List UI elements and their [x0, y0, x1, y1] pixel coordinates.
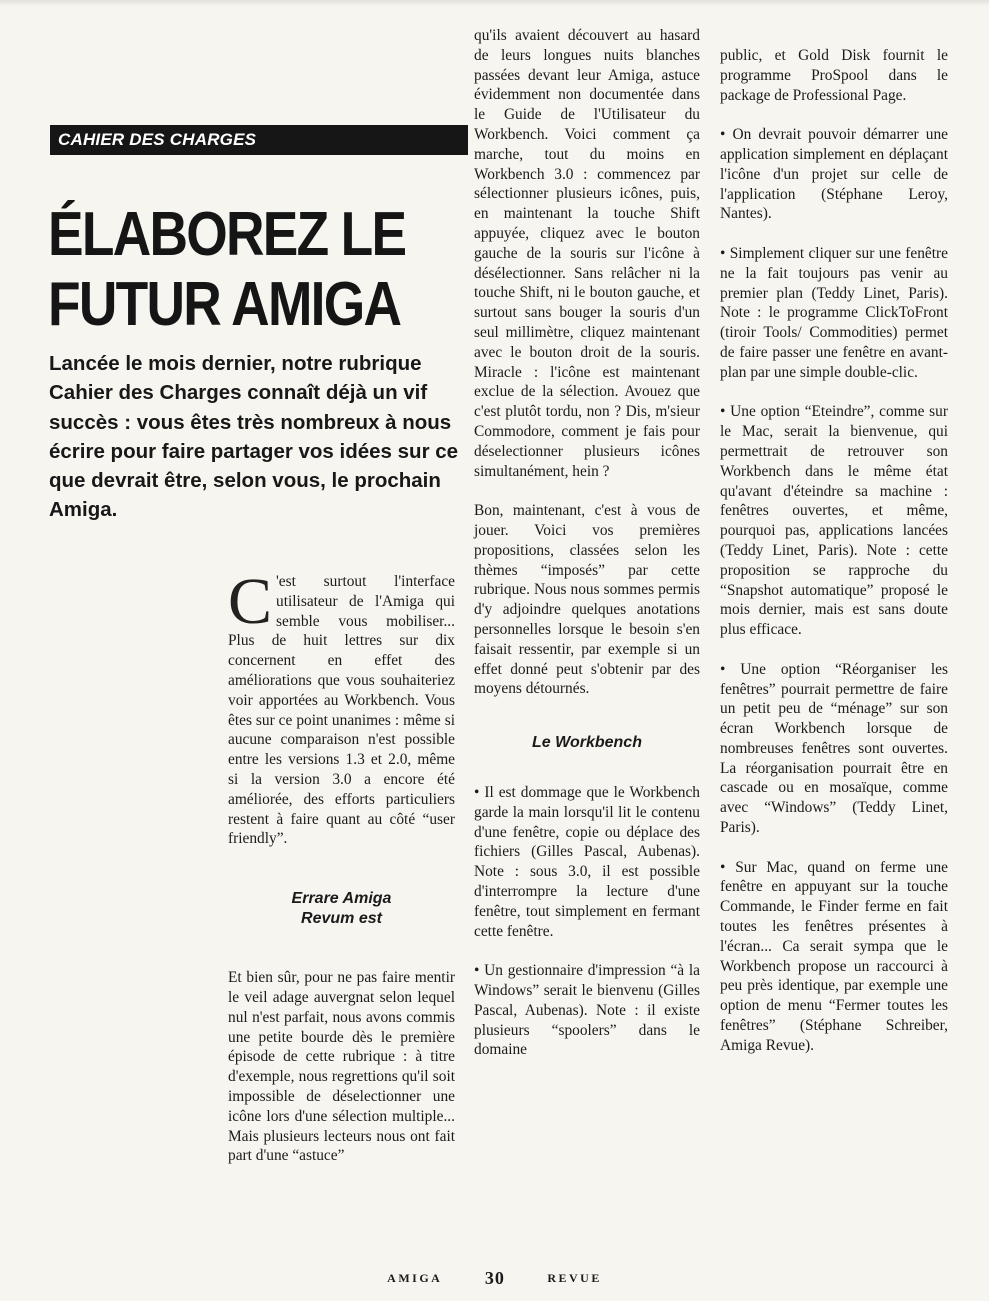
- subheading-errare: [228, 889, 455, 929]
- text-column-2: [474, 26, 700, 1080]
- title-line-1: ÉLABOREZ LE: [48, 200, 406, 269]
- subheading-workbench: Le Workbench: [532, 734, 642, 752]
- paragraph: • Un gestionnaire d'impression “à la Windows” serait le bienvenu (Gilles Pascal, Aubenas). Note : il existe plusieurs “spoolers” dans le domaine: [474, 962, 700, 1059]
- paragraph: • Une option “Réorganiser les fenêtres” pourrait permettre de faire un petit peu de “ménage” sur son écran Workbench lorsque de nombreuses fenêtres sont ouvertes. La réorganisation pourrait être en cascade ou en mosaïque, comme avec “Windows” (Teddy Linet, Paris).: [720, 660, 948, 837]
- paragraph: • Sur Mac, quand on ferme une fenêtre en appuyant sur la touche Commande, le Finder ferme en fait toutes les fenêtres présentes à l'écran... Ca serait sympa que le Workbench propose un raccourci à peu près identique, par exemple une option de menu “Fermer toutes les fenêtres” (Stéphane Schreiber, Amiga Revue).: [720, 858, 948, 1054]
- article-title: [48, 200, 418, 340]
- paragraph: • On devrait pouvoir démarrer une application simplement en déplaçant l'icône d'un projet sur celle de l'application (Stéphane Leroy, Nantes).: [720, 126, 948, 223]
- subheading-line-1: Errare Amiga: [291, 890, 392, 908]
- intro-paragraph: [228, 565, 455, 849]
- scan-edge: [0, 0, 989, 6]
- paragraph: • Il est dommage que le Workbench garde la main lorsqu'il lit le contenu d'une fenêtre, copie ou déplace des fichiers (Gilles Pascal, Aubenas). Note : sous 3.0, il est possible d'interrompre la lecture d'une fenêtre, tout simplement en fermant cette fenêtre.: [474, 784, 700, 940]
- page-number: 30: [484, 1268, 505, 1288]
- section-banner: CAHIER DES CHARGES: [50, 125, 468, 155]
- paragraph: Bon, maintenant, c'est à vous de jouer. Voici vos premières propositions, classées selon les thèmes “imposés” par cette rubrique. Nous nous sommes permis d'y adjoindre quelques anotations personnelles lorsque le besoin s'en faisait ressentir, par exemple si un effet donné peut s'obtenir par des moyens détournés.: [474, 502, 700, 698]
- article-lead: Lancée le mois dernier, notre rubrique Cahier des Charges connaît déjà un vif succès : vous êtes très nombreux à nous écrire pour faire partager vos idées sur ce que devrait être, selon vous, le prochain Amiga.: [49, 352, 459, 522]
- footer-magazine-right: REVUE: [547, 1271, 602, 1285]
- drop-cap: C: [228, 565, 273, 638]
- text-column-1: [228, 565, 455, 1186]
- paragraph: qu'ils avaient découvert au hasard de leurs longues nuits blanches passées devant leur Amiga, astuce évidemment non documentée dans le Guide de l'Utilisateur du Workbench. Voici comment ça marche, tout du moins en Workbench 3.0 : commencez par sélectionner plusieurs icônes, puis, en maintenant la touche Shift appuyée, cliquez avec le bouton gauche de la souris sur l'icône à désélectionner. Sans relâcher ni la touche Shift, ni le bouton gauche, et surtout sans bouger la souris d'un seul millimètre, cliquez maintenant avec le bouton droit de la souris. Miracle : l'icône est maintenant exclue de la sélection. Avouez que c'est plutôt tordu, non ? Dis, m'sieur Commodore, comment je fais pour déselectionner plusieurs icônes simultanément, hein ?: [474, 27, 700, 480]
- paragraph: Et bien sûr, pour ne pas faire mentir le veil adage auvergnat selon lequel nul n'est parfait, nous avons commis une petite bourde dès le première épisode de cette rubrique : à titre d'exemple, nous regrettions qu'il soit impossible de déselectionner une icône lors d'une sélection multiple... Mais plusieurs lecteurs nous ont fait part d'une “astuce”: [228, 969, 455, 1165]
- text-column-3: [720, 46, 948, 1075]
- paragraph: public, et Gold Disk fournit le programme ProSpool dans le package de Professional Page.: [720, 47, 948, 104]
- paragraph: • Simplement cliquer sur une fenêtre ne la fait toujours pas venir au premier plan (Teddy Linet, Paris). Note : le programme ClickToFront (tiroir Tools/ Commodities) permet de faire passer une fenêtre en avant-plan par une simple double-clic.: [720, 244, 948, 381]
- footer-magazine-left: AMIGA: [387, 1271, 443, 1285]
- page-footer: [0, 1268, 989, 1289]
- title-line-2: FUTUR AMIGA: [48, 270, 401, 339]
- subheading-line-2: Revum est: [301, 910, 382, 928]
- paragraph: • Une option “Eteindre”, comme sur le Mac, serait la bienvenue, qui permettrait de retrouver son Workbench dans le même état qu'avant d'éteindre sa machine : fenêtres ouvertes, et même, pourquoi pas, applications lancées (Teddy Linet, Paris). Note : cette proposition se rapproche du “Snapshot automatique” proposé le mois dernier, mais est sans doute plus efficace.: [720, 403, 948, 639]
- intro-text: 'est surtout l'interface utilisateur de l'Amiga qui semble vous mobiliser... Plus de huit lettres sur dix concernent en effet des améliorations que vous souhaiteriez voir apportées au Workbench. Vous êtes sur ce point unanimes : même si aucune comparaison n'est possible entre les versions 1.3 et 2.0, même si la version 3.0 a encore été améliorée, des efforts particuliers restent à faire quant au côté “user friendly”.: [228, 573, 455, 848]
